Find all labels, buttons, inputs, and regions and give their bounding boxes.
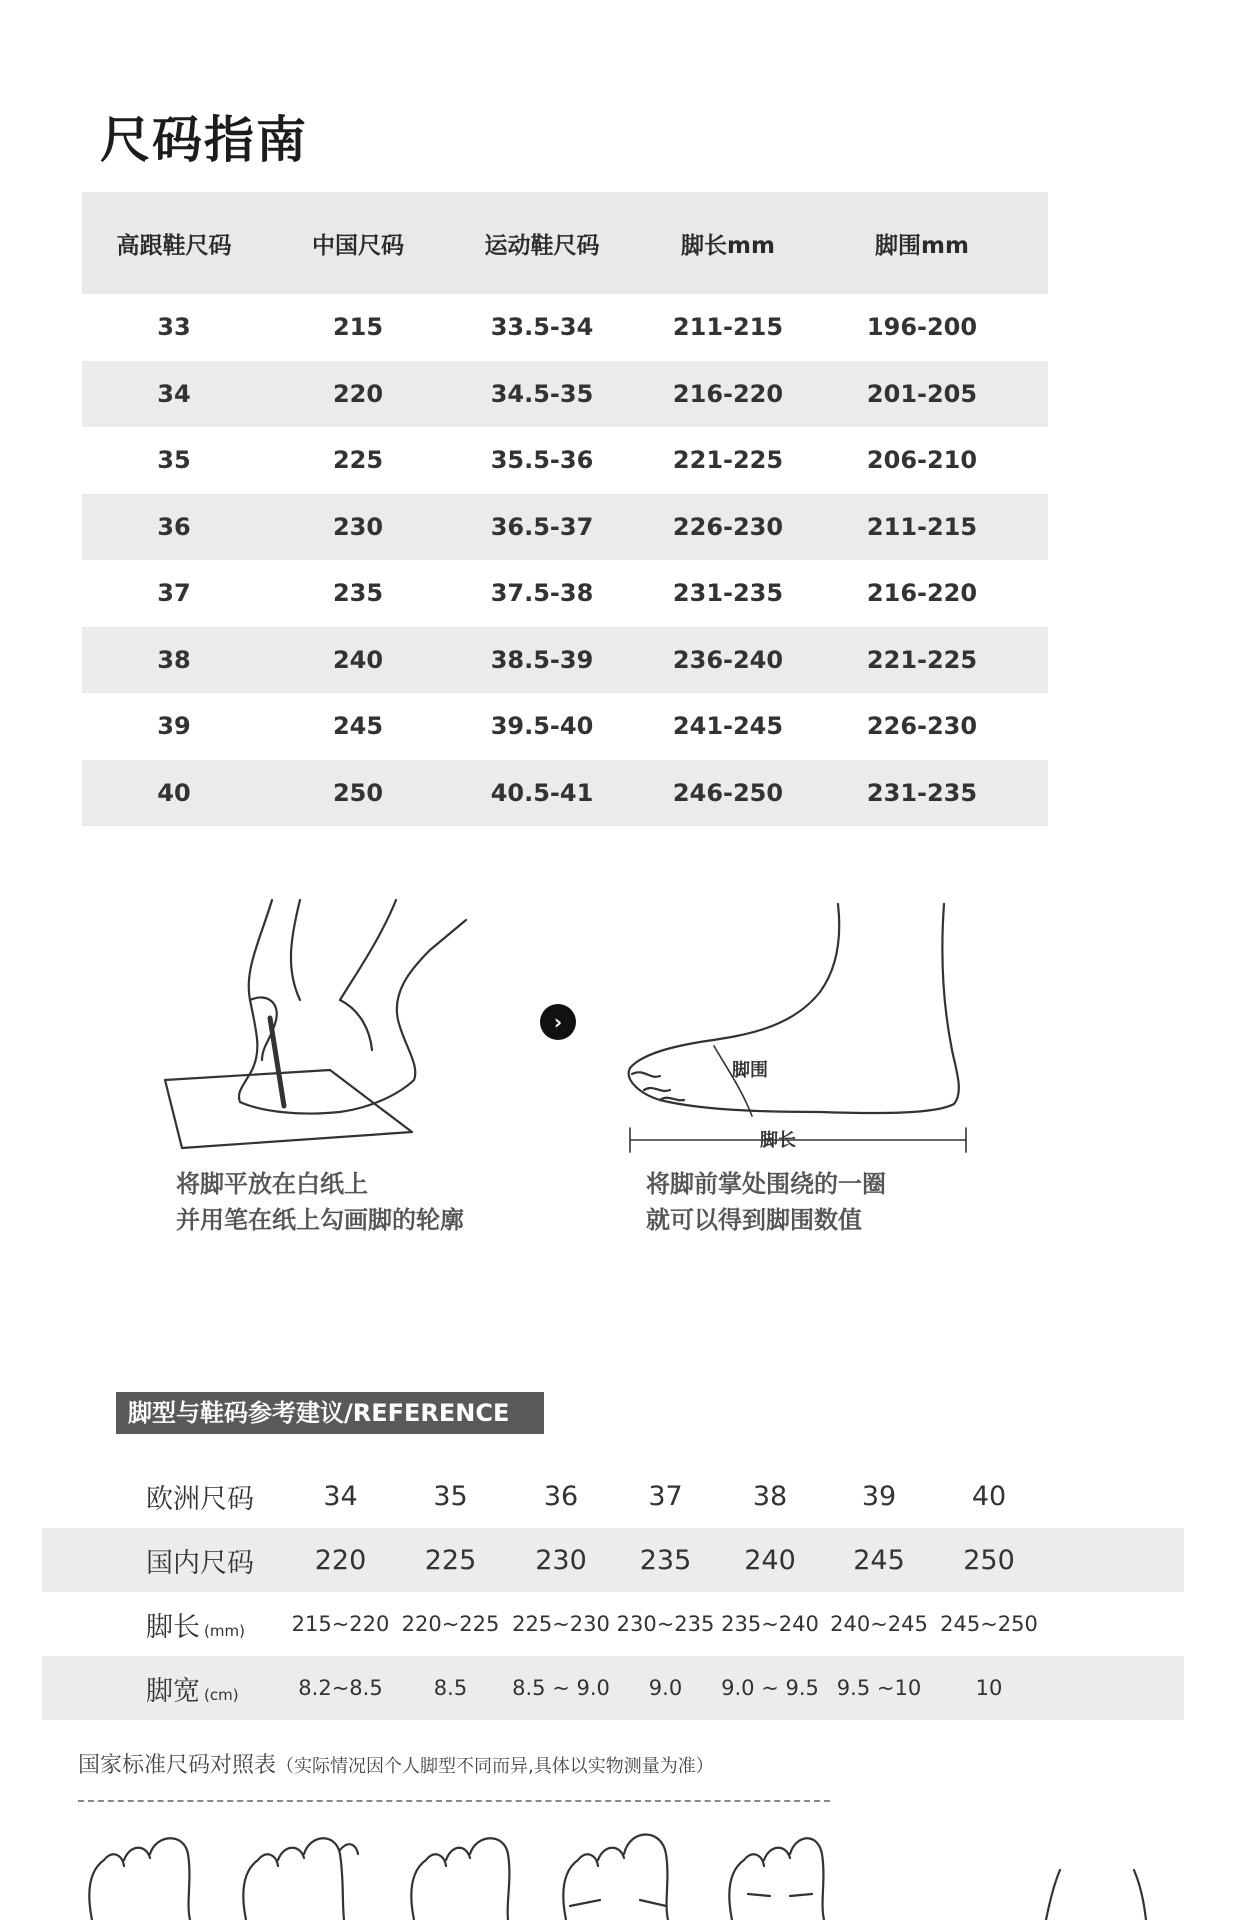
- table-cell: 9.5 ~10: [836, 1676, 922, 1700]
- table-cell: 226-230: [672, 512, 784, 541]
- table-cell: 236-240: [672, 645, 784, 674]
- table-row: [82, 560, 1048, 627]
- table-cell: 39: [157, 712, 191, 741]
- table-row: [82, 294, 1048, 361]
- table-cell: 245~250: [940, 1612, 1038, 1636]
- table-cell: 241-245: [672, 712, 784, 741]
- step1-line2: 并用笔在纸上勾画脚的轮廓: [176, 1206, 464, 1234]
- table-cell: 240~245: [830, 1612, 928, 1636]
- foot-outline-left: [239, 900, 466, 1114]
- foot-outline-right: [629, 904, 959, 1113]
- table-cell: 36: [157, 512, 191, 541]
- table-cell: 38: [157, 645, 191, 674]
- table-cell: 196-200: [866, 313, 978, 342]
- table-cell: 40.5-41: [490, 778, 594, 807]
- table-cell: 215: [332, 313, 384, 342]
- table-cell: 221-225: [672, 446, 784, 475]
- table-cell: 201-205: [866, 379, 978, 408]
- reference-table: [42, 1464, 1184, 1720]
- table-cell: 8.5 ~ 9.0: [512, 1676, 610, 1700]
- table-cell: 240: [332, 645, 384, 674]
- leg-line: [291, 900, 300, 1000]
- table-cell: 226-230: [866, 712, 978, 741]
- table-cell: 37: [648, 1480, 683, 1512]
- unit-label: (cm): [204, 1685, 239, 1704]
- step2-caption: [646, 1166, 886, 1238]
- table-row: [42, 1464, 1184, 1528]
- step1-line1: 将脚平放在白纸上: [176, 1170, 368, 1198]
- table-cell: 216-220: [866, 579, 978, 608]
- table-cell: 230~235: [616, 1612, 715, 1636]
- row-label: 脚长 (mm): [146, 1611, 245, 1643]
- foot-shapes-illustration: [0, 1810, 1240, 1920]
- foot-shape-icon: [1046, 1870, 1146, 1920]
- foot-shape-icon: [89, 1838, 190, 1920]
- table-cell: 235: [332, 579, 384, 608]
- table-cell: 230: [332, 512, 384, 541]
- header-china-size: 中国尺码: [312, 232, 404, 259]
- note-main: 国家标准尺码对照表: [78, 1753, 277, 1778]
- table-cell: 10: [975, 1676, 1003, 1700]
- dashed-divider: [78, 1800, 830, 1802]
- table-cell: 8.2~8.5: [298, 1676, 383, 1700]
- table-cell: 250: [963, 1544, 1015, 1576]
- table-cell: 39: [861, 1480, 897, 1512]
- table-cell: 215~220: [291, 1612, 390, 1636]
- table-row: [82, 760, 1048, 827]
- table-cell: 235~240: [721, 1612, 819, 1636]
- header-foot-length: 脚长mm: [681, 232, 775, 259]
- table-cell: 231-235: [866, 778, 978, 807]
- table-cell: 221-225: [866, 645, 978, 674]
- table-cell: 211-215: [672, 313, 784, 342]
- table-cell: 225: [332, 446, 384, 475]
- girth-line: [714, 1046, 752, 1116]
- table-cell: 9.0: [648, 1676, 683, 1700]
- pen: [270, 1018, 284, 1106]
- table-cell: 35: [157, 446, 191, 475]
- table-cell: 35.5-36: [490, 446, 594, 475]
- table-row: [42, 1528, 1184, 1592]
- step2-line2: 就可以得到脚围数值: [646, 1206, 862, 1234]
- table-cell: 225~230: [512, 1612, 610, 1636]
- table-row: [42, 1592, 1184, 1656]
- label-length: 脚长: [760, 1130, 796, 1151]
- paper-sheet: [165, 1070, 412, 1148]
- table-cell: 250: [332, 778, 384, 807]
- reference-banner: 脚型与鞋码参考建议/REFERENCE: [116, 1392, 544, 1434]
- table-cell: 220: [314, 1544, 367, 1576]
- table-cell: 37.5-38: [490, 579, 594, 608]
- table-cell: 225: [424, 1544, 477, 1576]
- table-cell: 37: [157, 579, 191, 608]
- foot-shape-icon: [243, 1838, 358, 1920]
- table-cell: 34.5-35: [490, 379, 594, 408]
- table-cell: 245: [853, 1544, 905, 1576]
- step2-line1: 将脚前掌处围绕的一圈: [646, 1170, 886, 1198]
- table-cell: 235: [639, 1544, 692, 1576]
- table-cell: 38: [752, 1480, 788, 1512]
- unit-label: (mm): [204, 1621, 245, 1640]
- table-row: [82, 494, 1048, 561]
- table-cell: 8.5: [433, 1676, 468, 1700]
- size-table: [82, 192, 1048, 826]
- leg-line: [340, 900, 396, 1050]
- table-cell: 36.5-37: [490, 512, 594, 541]
- table-row: [82, 427, 1048, 494]
- table-cell: 231-235: [672, 579, 784, 608]
- row-label: 脚宽 (cm): [146, 1675, 239, 1707]
- table-cell: 220~225: [401, 1612, 500, 1636]
- table-cell: 33: [157, 313, 191, 342]
- table-row: [82, 627, 1048, 694]
- table-cell: 40: [971, 1480, 1007, 1512]
- table-cell: 216-220: [672, 379, 784, 408]
- table-cell: 39.5-40: [490, 712, 594, 741]
- table-cell: 245: [332, 712, 384, 741]
- step1-caption: [176, 1166, 464, 1238]
- table-cell: 9.0 ~ 9.5: [721, 1676, 819, 1700]
- table-cell: 34: [323, 1480, 358, 1512]
- row-label: 国内尺码: [146, 1547, 254, 1579]
- table-cell: 35: [433, 1480, 468, 1512]
- table-row: [42, 1656, 1184, 1720]
- foot-shape-icon: [729, 1838, 824, 1920]
- table-cell: 220: [332, 379, 384, 408]
- table-cell: 34: [157, 379, 191, 408]
- foot-shape-icon: [411, 1838, 509, 1920]
- standard-note: [78, 1748, 714, 1779]
- table-cell: 230: [535, 1544, 587, 1576]
- next-step-arrow-icon: ›: [540, 1004, 576, 1040]
- header-sneaker-size: 运动鞋尺码: [484, 232, 600, 259]
- foot-shape-icon: [563, 1835, 668, 1920]
- table-row: [82, 361, 1048, 428]
- row-label: 欧洲尺码: [146, 1483, 254, 1515]
- table-cell: 40: [157, 778, 191, 807]
- table-row: [82, 693, 1048, 760]
- page-title: 尺码指南: [100, 111, 308, 169]
- table-cell: 246-250: [672, 778, 784, 807]
- toe-lines: [632, 1072, 684, 1100]
- table-cell: 33.5-34: [490, 313, 594, 342]
- note-sub: （实际情况因个人脚型不同而异,具体以实物测量为准）: [276, 1756, 714, 1777]
- header-heel-size: 高跟鞋尺码: [116, 232, 232, 259]
- table-cell: 36: [543, 1480, 579, 1512]
- label-girth: 脚围: [732, 1060, 768, 1081]
- table-cell: 240: [744, 1544, 796, 1576]
- table-cell: 211-215: [866, 512, 978, 541]
- header-foot-girth: 脚围mm: [875, 232, 969, 259]
- table-cell: 206-210: [866, 446, 978, 475]
- table-cell: 38.5-39: [490, 645, 594, 674]
- size-table-header: [82, 192, 1048, 294]
